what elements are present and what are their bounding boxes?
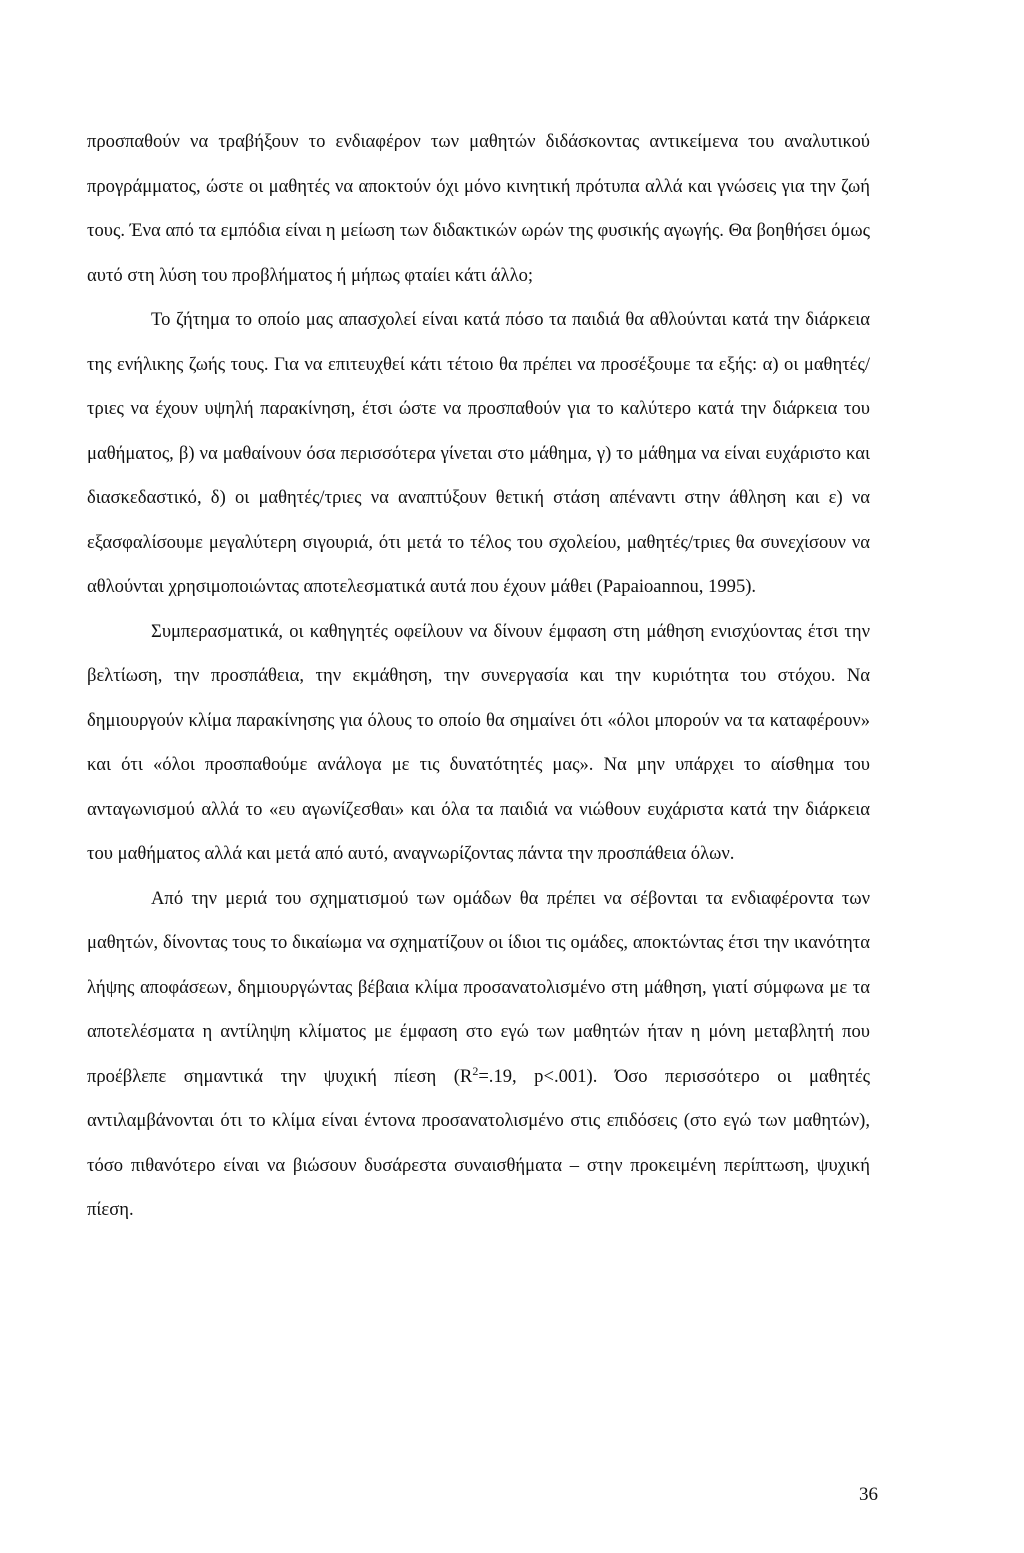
- paragraph-4: [87, 877, 870, 1233]
- paragraph-2: Το ζήτημα το οποίο μας απασχολεί είναι κατά πόσο τα παιδιά θα αθλούνται κατά την διάρκεια της ενήλικης ζωής τους. Για να επιτευχθεί κάτι τέτοιο θα πρέπει να προσέξουμε τα εξής: α) οι μαθητές/τριες να έχουν υψηλή παρακίνηση, έτσι ώστε να προσπαθούν για το καλύτερο κατά την διάρκεια του μαθήματος, β) να μαθαίνουν όσα περισσότερα γίνεται στο μάθημα, γ) το μάθημα να είναι ευχάριστο και διασκεδαστικό, δ) οι μαθητές/τριες να αναπτύξουν θετική στάση απέναντι στην άθληση και ε) να εξασφαλίσουμε μεγαλύτερη σιγουριά, ότι μετά το τέλος του σχολείου, μαθητές/τριες θα συνεχίσουν να αθλούνται χρησιμοποιώντας αποτελεσματικά αυτά που έχουν μάθει (Papaioannou, 1995).: [87, 309, 870, 597]
- paragraph-4-text-after: =.19, p<.001). Όσο περισσότερο οι μαθητές αντιλαμβάνονται ότι το κλίμα είναι έντονα προσανατολισμένο στις επιδόσεις (στο εγώ των μαθητών), τόσο πιθανότερο είναι να βιώσουν δυσάρεστα συναισθήματα – στην προκειμένη περίπτωση, ψυχική πίεση.: [87, 1065, 870, 1220]
- page-number: 36: [859, 1484, 878, 1505]
- paragraph-4-text-before: Από την μεριά του σχηματισμού των ομάδων θα πρέπει να σέβονται τα ενδιαφέροντα των μαθητών, δίνοντας τους το δικαίωμα να σχηματίζουν οι ίδιοι τις ομάδες, αποκτώντας έτσι την ικανότητα λήψης αποφάσεων, δημιουργώντας βέβαια κλίμα προσανατολισμένο στη μάθηση, γιατί σύμφωνα με τα αποτελέσματα η αντίληψη κλίματος με έμφαση στο εγώ των μαθητών ήταν η μόνη μεταβλητή που προέβλεπε σημαντικά την ψυχική πίεση (R: [87, 887, 870, 1087]
- body-text: [87, 120, 870, 1233]
- superscript-2: 2: [472, 1063, 479, 1078]
- paragraph-1: προσπαθούν να τραβήξουν το ενδιαφέρον των μαθητών διδάσκοντας αντικείμενα του αναλυτικού προγράμματος, ώστε οι μαθητές να αποκτούν όχι μόνο κινητική πρότυπα αλλά και γνώσεις για την ζωή τους. Ένα από τα εμπόδια είναι η μείωση των διδακτικών ωρών της φυσικής αγωγής. Θα βοηθήσει όμως αυτό στη λύση του προβλήματος ή μήπως φταίει κάτι άλλο;: [87, 131, 870, 286]
- paragraph-3: Συμπερασματικά, οι καθηγητές οφείλουν να δίνουν έμφαση στη μάθηση ενισχύοντας έτσι την βελτίωση, την προσπάθεια, την εκμάθηση, την συνεργασία και την κυριότητα του στόχου. Να δημιουργούν κλίμα παρακίνησης για όλους το οποίο θα σημαίνει ότι «όλοι μπορούν να τα καταφέρουν» και ότι «όλοι προσπαθούμε ανάλογα με τις δυνατότητές μας». Να μην υπάρχει το αίσθημα του ανταγωνισμού αλλά το «ευ αγωνίζεσθαι» και όλα τα παιδιά να νιώθουν ευχάριστα κατά την διάρκεια του μαθήματος αλλά και μετά από αυτό, αναγνωρίζοντας πάντα την προσπάθεια όλων.: [87, 620, 870, 864]
